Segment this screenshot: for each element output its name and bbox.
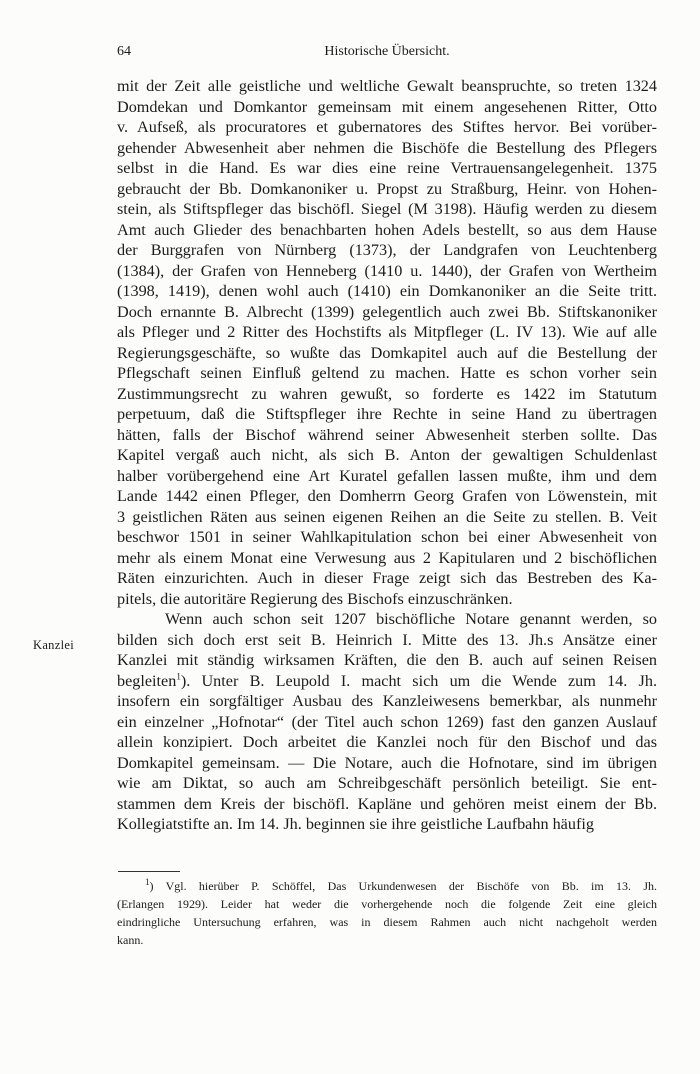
text-line: mehr als einem Monat eine Verwesung aus 2 Kapitularen und 2 bischöflichen (117, 548, 657, 567)
text-line: Doch ernannte B. Albrecht (1399) gelegentlich auch zwei Bb. Stiftskanoniker (117, 302, 657, 321)
page-header (117, 44, 657, 64)
text-line: stein, als Stiftspfleger das bischöfl. Siegel (M 3198). Häufig werden zu diesem (117, 200, 657, 218)
footnote-separator (118, 871, 180, 872)
footnote-marker: 1 (145, 877, 150, 887)
footnote-line: eindringliche Untersuchung erfahren, was in diesem Rahmen auch nicht nachgeholt werden (117, 915, 657, 929)
text-line: Domdekan und Domkantor gemeinsam mit einem angesehenen Ritter, Otto (117, 97, 657, 116)
text-line: wie am Diktat, so auch am Schreibgeschäft persönlich beteiligt. Sie ent- (117, 774, 657, 792)
body-text (117, 76, 657, 835)
footnote-text: ) Vgl. hierüber P. Schöffel, Das Urkundenwesen der Bischöfe von Bb. im 13. Jh. (149, 879, 657, 893)
text-line-with-footnote-ref (117, 671, 657, 692)
text-segment: begleiten (117, 671, 177, 690)
text-line: Regierungsgeschäfte, so wußte das Domkapitel auch auf die Bestellung der (117, 343, 657, 362)
text-line: als Pfleger und 2 Ritter des Hochstifts als Mitpfleger (L. IV 13). Wie auf alle (117, 323, 657, 341)
text-line: der Burggrafen von Nürnberg (1373), der Landgrafen von Leuchtenberg (117, 241, 657, 259)
footnote-ref-marker: 1 (176, 671, 181, 682)
footnote-line (117, 877, 657, 895)
text-line: 3 geistlichen Räten aus seinen eigenen Reihen an die Seite zu stellen. B. Veit (117, 507, 657, 526)
text-line: Kapitel vergaß auch nicht, als sich B. Anton der gewaltigen Schuldenlast (117, 446, 657, 464)
text-line: selbst in die Hand. Es war dies eine reine Vertrauensangelegenheit. 1375 (117, 159, 657, 177)
text-line: Domkapitel gemeinsam. — Die Notare, auch die Hofnotare, sind im übrigen (117, 753, 657, 772)
page-number: 64 (117, 44, 131, 59)
text-line: Kanzlei mit ständig wirksamen Kräften, die den B. auch auf seinen Reisen (117, 651, 657, 669)
running-title: Historische Übersicht. (324, 44, 450, 59)
margin-note-kanzlei: Kanzlei (33, 638, 74, 652)
text-line: stammen dem Kreis der bischöfl. Kapläne und gehören meist einem der Bb. (117, 794, 657, 813)
text-line: beschwor 1501 in seiner Wahlkapitulation schon bei einer Abwesenheit von (117, 528, 657, 546)
text-line: Wenn auch schon seit 1207 bischöfliche Notare genannt werden, so (165, 610, 657, 628)
footnote (117, 877, 657, 949)
text-segment: ). Unter B. Leupold I. macht sich um die Wende zum 14. Jh. (180, 671, 657, 690)
text-line: Kollegiatstifte an. Im 14. Jh. beginnen sie ihre geistliche Laufbahn häufig (117, 815, 594, 833)
text-line: insofern ein sorgfältiger Ausbau des Kanzleiwesens bemerkbar, als nunmehr (117, 692, 657, 710)
footnote-line: (Erlangen 1929). Leider hat weder die vorhergehende noch die folgende Zeit eine gleich (117, 897, 657, 911)
text-line: pitels, die autoritäre Regierung des Bischofs einzuschränken. (117, 589, 513, 608)
text-line: (1398, 1419), denen wohl auch (1410) ein Domkanoniker an die Seite tritt. (117, 282, 657, 300)
text-line: perpetuum, daß die Stiftspfleger ihre Rechte in seine Hand zu übertragen (117, 405, 657, 423)
text-line: mit der Zeit alle geistliche und weltliche Gewalt beanspruchte, so treten 1324 (117, 77, 657, 95)
text-line: Amt auch Glieder des benachbarten hohen Adels bestellt, so aus dem Hause (117, 220, 657, 239)
text-line: allein konzipiert. Doch arbeitet die Kanzlei noch für den Bischof und das (117, 733, 657, 751)
text-line: ein einzelner „Hofnotar“ (der Titel auch schon 1269) fast den ganzen Auslauf (117, 712, 657, 731)
text-line: gehender Abwesenheit aber nehmen die Bischöfe die Bestellung des Pflegers (117, 138, 657, 157)
text-line: gebraucht der Bb. Domkanoniker u. Propst zu Straßburg, Heinr. von Hohen- (117, 179, 657, 198)
text-line: hätten, falls der Bischof während seiner Abwesenheit sterben sollte. Das (117, 425, 657, 444)
text-line: halber vorübergehend eine Art Kuratel gefallen lassen mußte, ihm und dem (117, 466, 657, 485)
text-line: bilden sich doch erst seit B. Heinrich I. Mitte des 13. Jh.s Ansätze einer (117, 630, 657, 649)
text-line: v. Aufseß, als procuratores et gubernatores des Stiftes hervor. Bei vorüber- (117, 118, 657, 136)
text-line: Pflegschaft seinen Einfluß geltend zu machen. Hatte es schon vorher sein (117, 364, 657, 382)
text-line: (1384), der Grafen von Henneberg (1410 u. 1440), der Grafen von Wertheim (117, 261, 657, 280)
text-line: Lande 1442 einen Pfleger, den Domherrn Georg Grafen von Löwenstein, mit (117, 487, 657, 505)
footnote-line: kann. (117, 933, 144, 947)
text-line: Räten einzurichten. Auch in dieser Frage zeigt sich das Bestreben des Ka- (117, 569, 657, 587)
text-line: Zustimmungsrecht zu wahren gewußt, so forderte es 1422 im Statutum (117, 384, 657, 403)
